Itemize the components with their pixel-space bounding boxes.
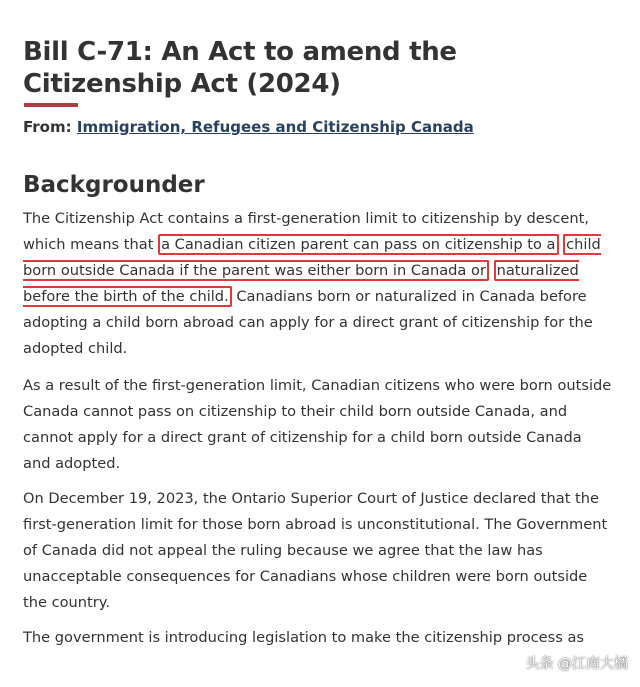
from-label: From: (23, 118, 72, 136)
highlight-box-1: a Canadian citizen parent can pass on citizenship to a (158, 234, 558, 255)
highlight-box-3: naturalized before the birth of the child. (23, 262, 579, 305)
p1-intro-text: The Citizenship Act contains a first-generation limit to citizenship by descent, which means that (23, 210, 589, 253)
from-line (23, 117, 474, 137)
paragraph-4: The government is introducing legislation to make the citizenship process as (23, 629, 585, 646)
highlight-box-2: child born outside Canada if the parent was either born in Canada or (23, 236, 601, 279)
watermark: 头条 @江南大橘 (525, 656, 628, 672)
title-underline (24, 103, 78, 107)
paragraph-1 (23, 206, 613, 362)
paragraph-3: On December 19, 2023, the Ontario Superior Court of Justice declared that the first-generation limit for those born abroad is unconstitutional. The Government of Canada did not appeal the ruling because we agree that the law has unacceptable consequences for Canadians whose children were born outside the country. (23, 490, 608, 611)
section-heading-backgrounder: Backgrounder (23, 172, 205, 198)
p1-closing-text: Canadians born or naturalized in Canada before adopting a child born abroad can apply for a direct grant of citizenship for the adopted child. (23, 288, 593, 357)
paragraph-2: As a result of the first-generation limit, Canadian citizens who were born outside Canada cannot pass on citizenship to their child born outside Canada, and cannot apply for a direct grant of citizenship for a child born outside Canada and adopted. (23, 377, 612, 472)
department-link[interactable]: Immigration, Refugees and Citizenship Canada (76, 118, 474, 136)
page-title: Bill C-71: An Act to amend the Citizenship Act (2024) (23, 37, 457, 99)
